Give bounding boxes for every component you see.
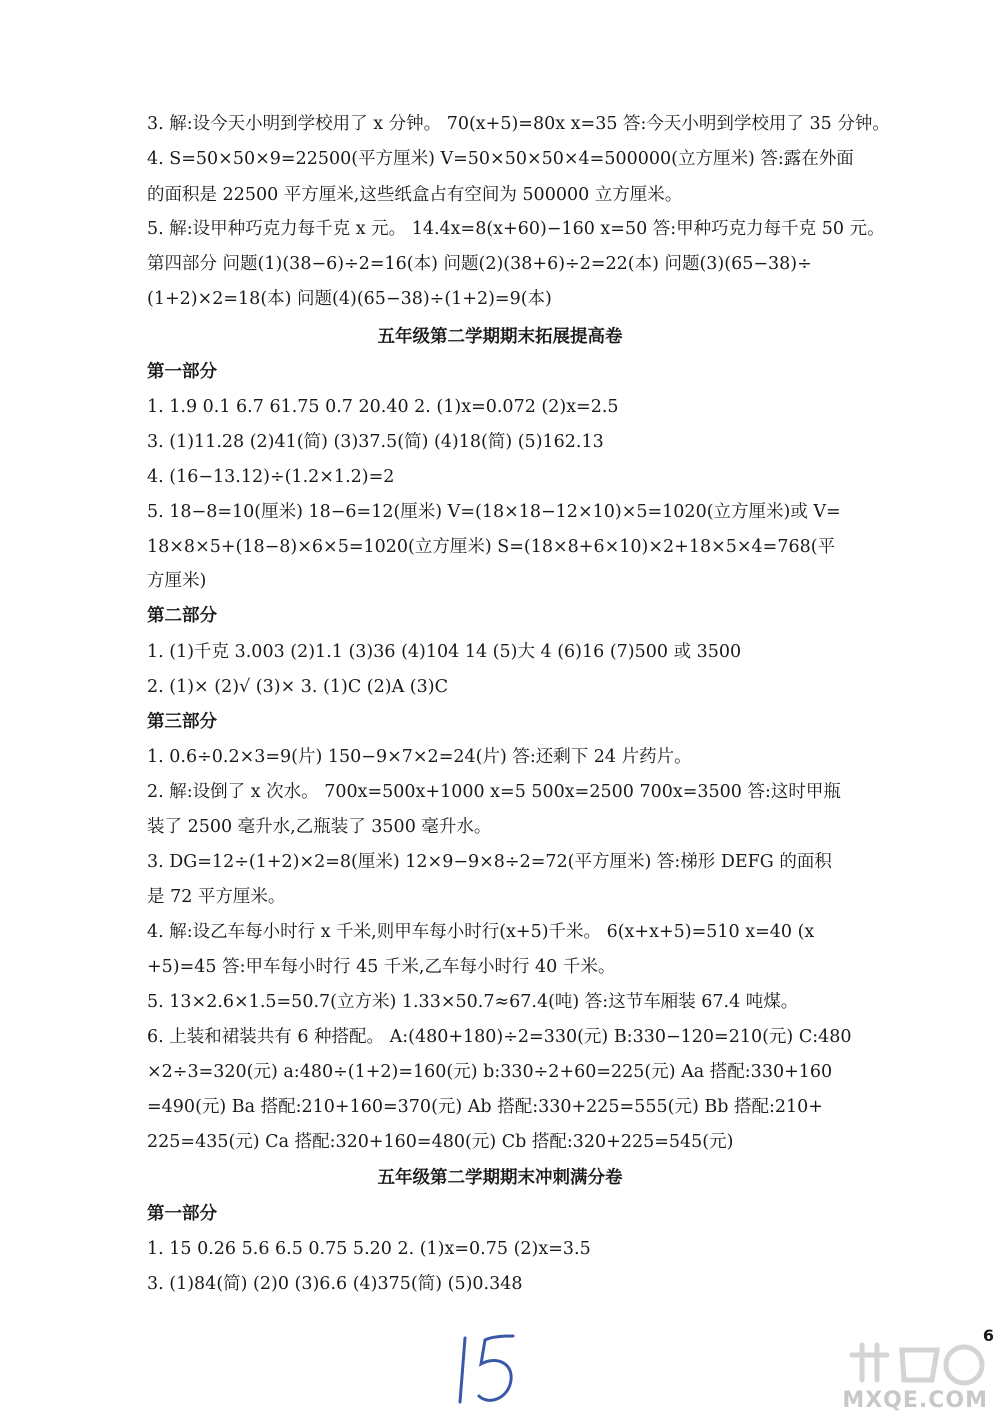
- answer-line: 1. (1)千克 3.003 (2)1.1 (3)36 (4)104 14 (5)大 4 (6)16 (7)500 或 3500: [147, 642, 742, 662]
- answer-line: 第四部分 问题(1)(38−6)÷2=16(本) 问题(2)(38+6)÷2=22(本) 问题(3)(65−38)÷: [147, 254, 812, 274]
- answer-line: =490(元) Ba 搭配:210+160=370(元) Ab 搭配:330+225=555(元) Bb 搭配:210+: [147, 1097, 823, 1117]
- answer-line: 3. DG=12÷(1+2)×2=8(厘米) 12×9−9×8÷2=72(平方厘米) 答:梯形 DEFG 的面积: [147, 852, 832, 872]
- answer-line: 6. 上装和裙装共有 6 种搭配。 A:(480+180)÷2=330(元) B:330−120=210(元) C:480: [147, 1027, 852, 1047]
- answer-line: 方厘米): [147, 571, 207, 591]
- answer-line: 1. 0.6÷0.2×3=9(片) 150−9×7×2=24(片) 答:还剩下 24 片药片。: [147, 747, 692, 767]
- answer-line: 5. 解:设甲种巧克力每千克 x 元。 14.4x=8(x+60)−160 x=50 答:甲种巧克力每千克 50 元。: [147, 219, 885, 239]
- section-title: 五年级第二学期期末拓展提高卷: [377, 327, 623, 347]
- answer-line: 2. 解:设倒了 x 次水。 700x=500x+1000 x=5 500x=2500 700x=3500 答:这时甲瓶: [147, 782, 841, 802]
- answer-line: 4. S=50×50×9=22500(平方厘米) V=50×50×50×4=500000(立方厘米) 答:露在外面: [147, 149, 854, 169]
- answer-line: 3. (1)11.28 (2)41(简) (3)37.5(简) (4)18(简) (5)162.13: [147, 432, 604, 452]
- part-heading: 第三部分: [147, 712, 217, 732]
- answer-line: 1. 1.9 0.1 6.7 61.75 0.7 20.40 2. (1)x=0.072 (2)x=2.5: [147, 397, 619, 417]
- answer-line: +5)=45 答:甲车每小时行 45 千米,乙车每小时行 40 千米。: [147, 957, 616, 977]
- answer-line: 225=435(元) Ca 搭配:320+160=480(元) Cb 搭配:320+225=545(元): [147, 1132, 734, 1152]
- answer-line: 3. 解:设今天小明到学校用了 x 分钟。 70(x+5)=80x x=35 答:今天小明到学校用了 35 分钟。: [147, 114, 890, 134]
- answer-line: ×2÷3=320(元) a:480÷(1+2)=160(元) b:330÷2+60=225(元) Aa 搭配:330+160: [147, 1062, 833, 1082]
- part-heading: 第一部分: [147, 1204, 217, 1224]
- part-heading: 第二部分: [147, 606, 217, 626]
- section-title: 五年级第二学期期末冲刺满分卷: [377, 1168, 623, 1188]
- answer-line: 装了 2500 毫升水,乙瓶装了 3500 毫升水。: [147, 817, 492, 837]
- answer-line: 是 72 平方厘米。: [147, 887, 286, 907]
- answer-line: 1. 15 0.26 5.6 6.5 0.75 5.20 2. (1)x=0.75 (2)x=3.5: [147, 1239, 591, 1259]
- answer-line: 4. (16−13.12)÷(1.2×1.2)=2: [147, 467, 395, 487]
- handwritten-page-number: [455, 1330, 525, 1410]
- answer-line: 4. 解:设乙车每小时行 x 千米,则甲车每小时行(x+5)千米。 6(x+x+5)=510 x=40 (x: [147, 922, 815, 942]
- watermark-text: MXQE.COM: [842, 1388, 988, 1413]
- part-heading: 第一部分: [147, 362, 217, 382]
- answer-line: 5. 13×2.6×1.5=50.7(立方米) 1.33×50.7≈67.4(吨) 答:这节车厢装 67.4 吨煤。: [147, 992, 799, 1012]
- page-number: 6: [982, 1326, 994, 1345]
- answer-line: (1+2)×2=18(本) 问题(4)(65−38)÷(1+2)=9(本): [147, 289, 552, 309]
- answer-line: 5. 18−8=10(厘米) 18−6=12(厘米) V=(18×18−12×10)×5=1020(立方厘米)或 V=: [147, 502, 841, 522]
- answer-line: 2. (1)× (2)√ (3)× 3. (1)C (2)A (3)C: [147, 677, 448, 697]
- answer-line: 18×8×5+(18−8)×6×5=1020(立方厘米) S=(18×8+6×10)×2+18×5×4=768(平: [147, 537, 836, 557]
- answer-line: 3. (1)84(简) (2)0 (3)6.6 (4)375(简) (5)0.348: [147, 1274, 523, 1294]
- answer-line: 的面积是 22500 平方厘米,这些纸盒占有空间为 500000 立方厘米。: [147, 185, 683, 205]
